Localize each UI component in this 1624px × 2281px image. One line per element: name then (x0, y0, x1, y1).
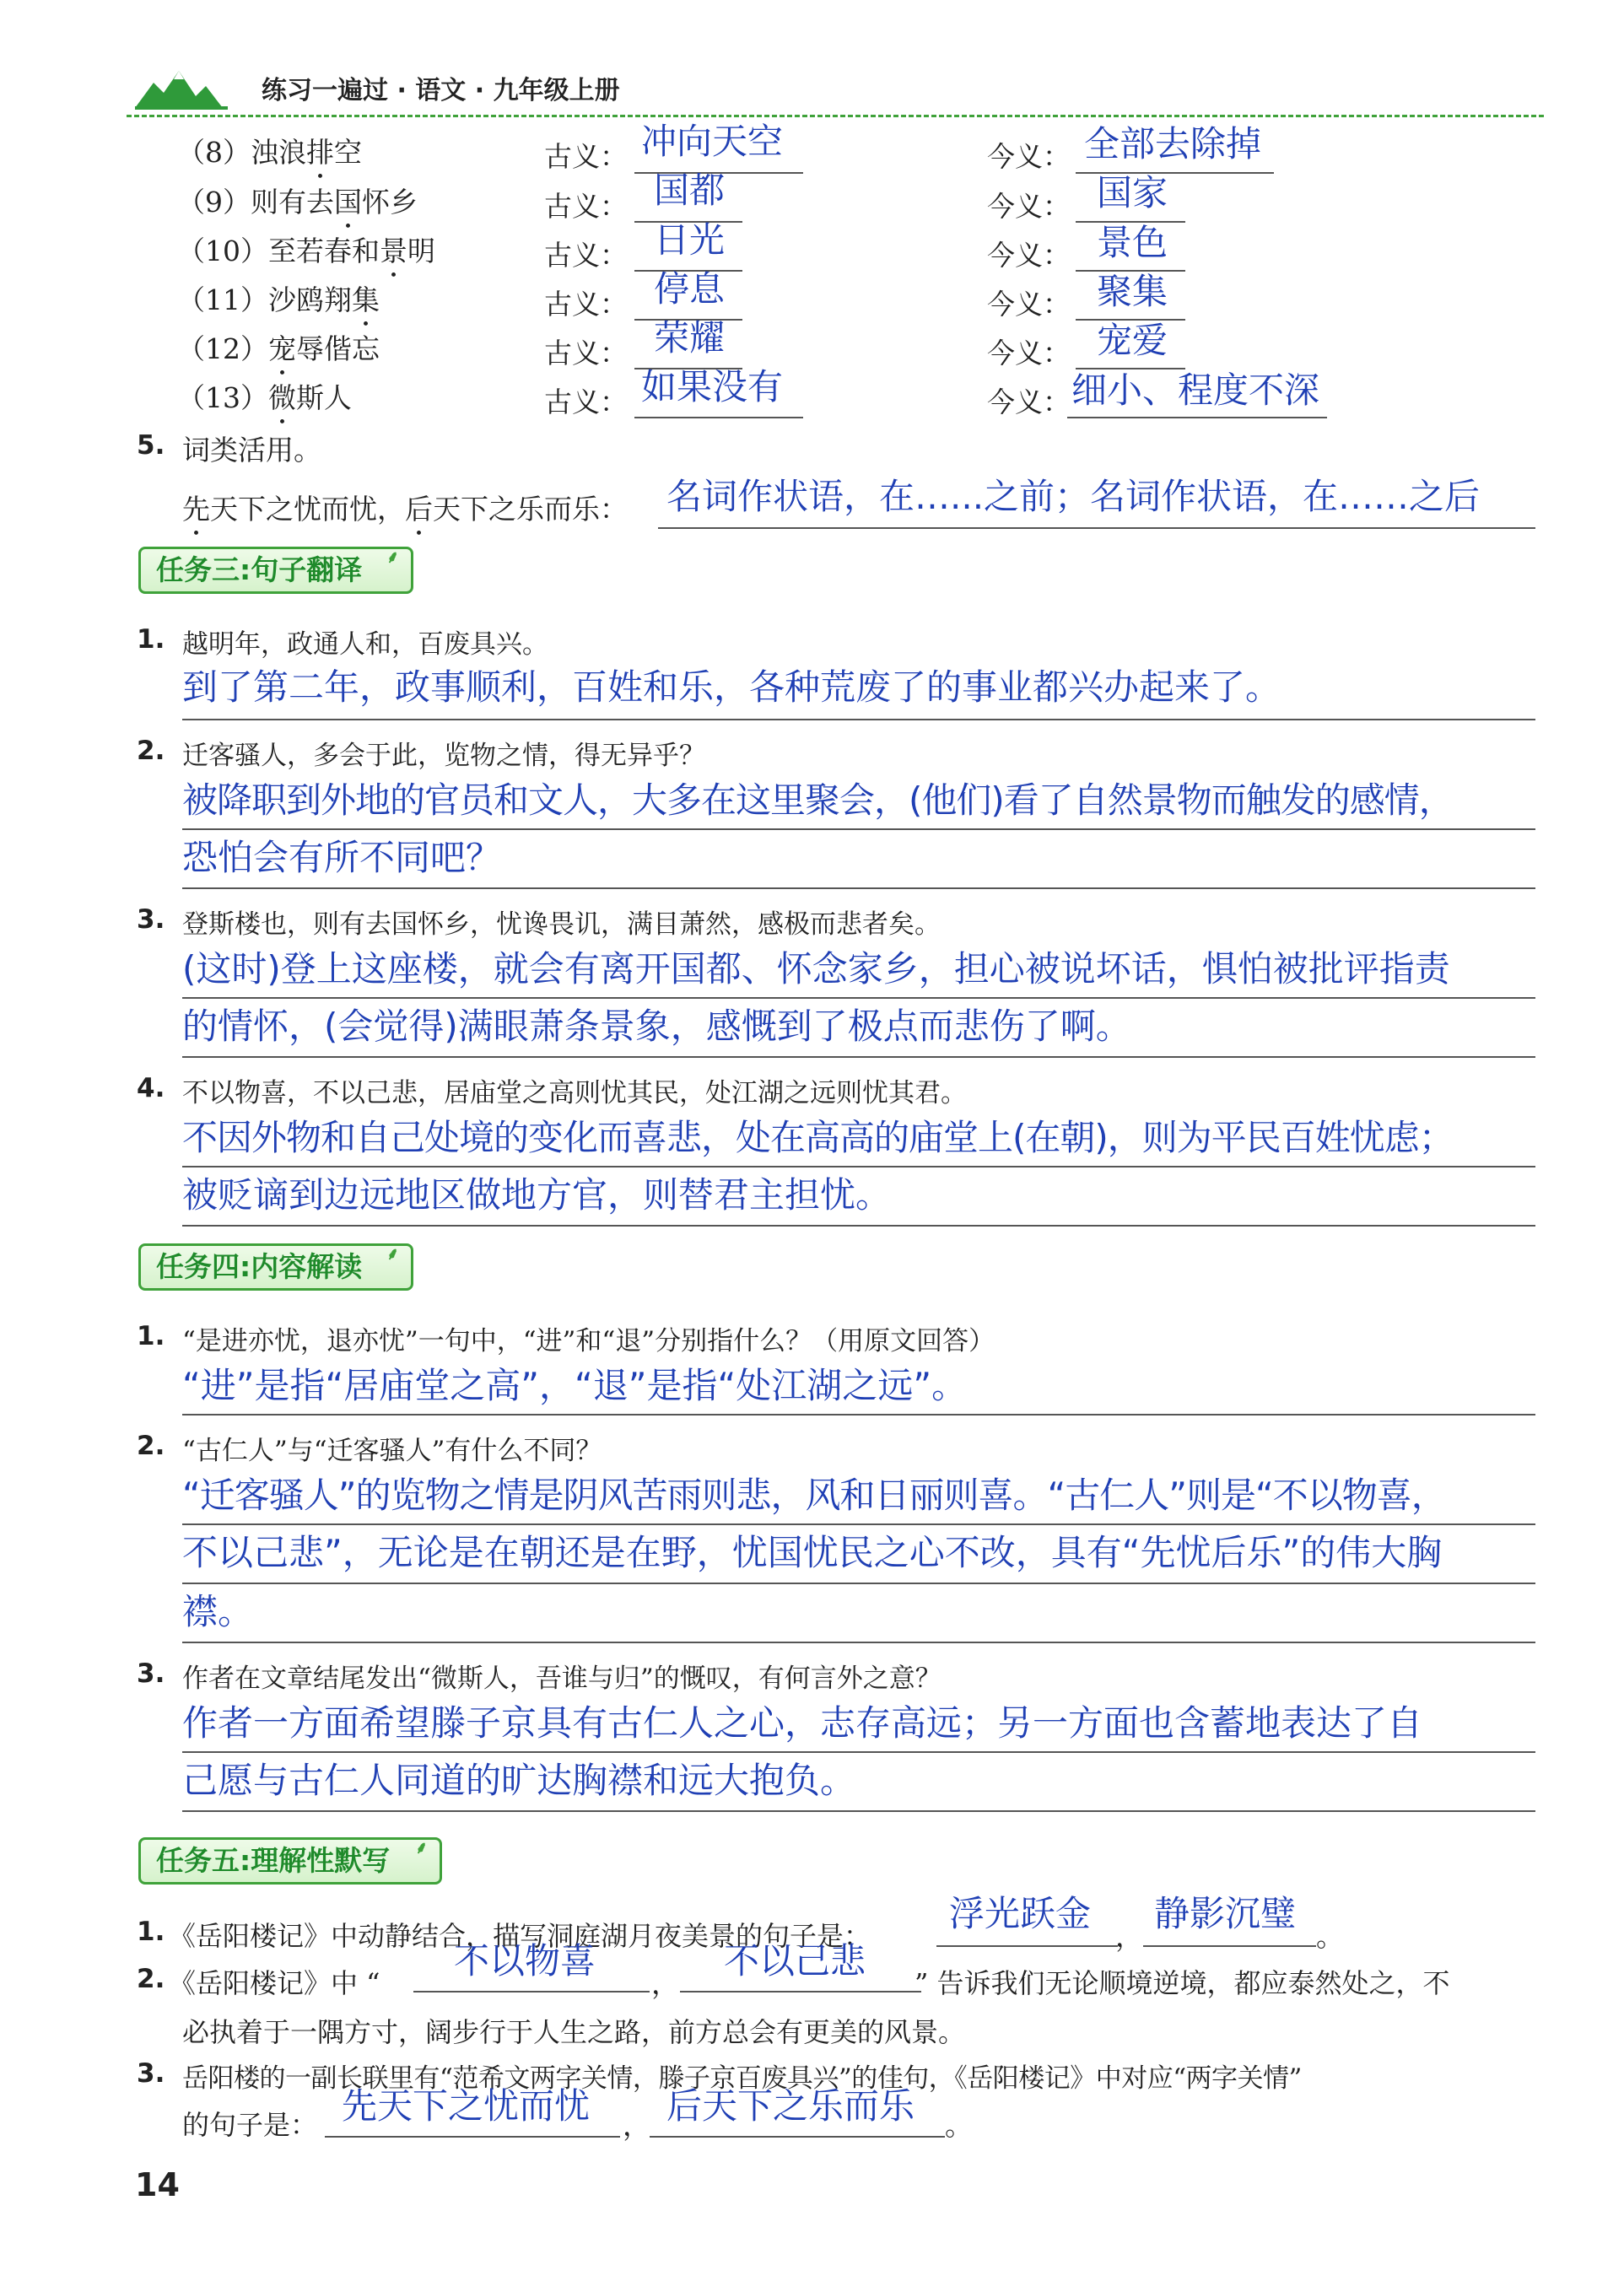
ancient-label: 古义： (544, 140, 628, 173)
task4-q3-answer-line1: 作者一方面希望滕子京具有古仁人之心，志存高远；另一方面也含蓄地表达了自 (182, 1702, 1423, 1744)
vocab-num: （9） (177, 186, 251, 218)
ancient-label: 古义： (544, 288, 628, 321)
vocab-row (177, 327, 380, 382)
vocab-row (177, 181, 418, 235)
q5-answer: 名词作状语，在…...之前；名词作状语，在……之后 (666, 476, 1481, 517)
task3-q4-answer-line1: 不因外物和自己处境的变化而喜悲，处在高高的庙堂上(在朝)，则为平民百姓忧虑； (182, 1117, 1454, 1158)
vocab-num: （10） (177, 235, 268, 267)
task5-q3-answer1: 先天下之忧而忧 (342, 2085, 591, 2127)
ancient-line (634, 417, 803, 418)
task3-q3-number: 3. (137, 904, 165, 935)
task4-q3-question: 作者在文章结尾发出“微斯人，吾谁与归”的慨叹，有何言外之意？ (182, 1664, 941, 1694)
modern-label: 今义： (987, 190, 1071, 223)
task4-q2-answer-line2: 不以己悲”，无论是在朝还是在野，忧国忧民之心不改，具有“先忧后乐”的伟大胸 (182, 1532, 1443, 1573)
answer-line (182, 887, 1535, 889)
header-title: 练习一遍过 · 语文 · 九年级上册 (262, 76, 620, 105)
task3-q1-number: 1. (137, 624, 165, 655)
q5-prompt (182, 488, 628, 542)
task3-q2-question: 迁客骚人，多会于此，览物之情，得无异乎？ (182, 741, 705, 771)
vocab-phrase-pre: 浊浪 (251, 136, 306, 169)
task5-q3-answer2: 后天下之乐而乐 (666, 2085, 915, 2127)
ancient-answer: 日光 (654, 219, 726, 261)
task5-q2-pre: 《岳阳楼记》中 “ (169, 1967, 380, 1999)
task4-badge (138, 1243, 413, 1291)
page-number: 14 (135, 2166, 180, 2203)
task5-q1-end: 。 (1316, 1920, 1344, 1953)
task3-q3-answer-line1: (这时)登上这座楼，就会有离开国都、怀念家乡，担心被说坏话，惧怕被批评指责 (182, 948, 1450, 990)
task4-q1-question: “是进亦忧，退亦忧”一句中，“进”和“退”分别指什么？（用原文回答） (182, 1326, 995, 1356)
vocab-num: （12） (177, 332, 268, 365)
vocab-key-char: 宠 (268, 332, 296, 365)
task3-q1-question: 越明年，政通人和，百废具兴。 (182, 629, 548, 660)
vocab-row (177, 229, 435, 284)
vocab-phrase-post: 明 (407, 235, 435, 267)
task3-q2-answer-line2: 恐怕会有所不同吧？ (182, 837, 502, 878)
vocab-key-char: 景 (380, 235, 407, 267)
ancient-answer: 荣耀 (654, 317, 726, 359)
ancient-answer: 停息 (654, 268, 726, 310)
task4-label: 任务四:内容解读 (156, 1250, 363, 1283)
answer-line (182, 1414, 1535, 1416)
vocab-phrase-post: 斯人 (296, 381, 352, 414)
vocab-row (177, 131, 362, 186)
modern-answer: 聚集 (1097, 271, 1168, 312)
task3-q4-number: 4. (137, 1073, 165, 1103)
grass-icon: ⸙ (386, 547, 399, 567)
answer-line (182, 1225, 1535, 1227)
blank-line (650, 2136, 945, 2138)
task3-q1-answer: 到了第二年，政事顺利，百姓和乐，各种荒废了的事业都兴办起来了。 (182, 666, 1281, 708)
task4-q2-answer-line1: “迁客骚人”的览物之情是阴风苦雨则悲，风和日丽则喜。“古仁人”则是“不以物喜， (182, 1475, 1446, 1516)
task5-q3-line1: 岳阳楼的一副长联里有“范希文两字关情，滕子京百废具兴”的佳句，《岳阳楼记》中对应“两字关情” (182, 2063, 1302, 2094)
modern-answer: 全部去除掉 (1084, 123, 1262, 164)
vocab-num: （11） (177, 283, 268, 316)
ancient-label: 古义： (544, 386, 628, 418)
modern-answer: 宠爱 (1097, 320, 1168, 361)
task3-label: 任务三:句子翻译 (156, 553, 363, 586)
modern-label: 今义： (987, 337, 1071, 369)
modern-answer: 景色 (1097, 222, 1168, 263)
task4-q2-answer-line3: 襟。 (182, 1591, 254, 1632)
q5-prompt-post: 天下之乐而乐： (433, 493, 628, 526)
vocab-key-char: 集 (352, 283, 380, 316)
task5-q3-sep: ， (623, 2109, 650, 2142)
task4-q1-answer: “进”是指“居庙堂之高”，“退”是指“处江湖之远”。 (182, 1365, 968, 1406)
blank-line (413, 1991, 650, 1993)
modern-label: 今义： (987, 288, 1071, 321)
task3-q3-question: 登斯楼也，则有去国怀乡，忧谗畏讥，满目萧然，感极而悲者矣。 (182, 909, 941, 940)
answer-line (182, 1642, 1535, 1643)
q5-key-char-2: 后 (405, 493, 433, 526)
task5-q3-end: 。 (945, 2109, 973, 2142)
task5-q1-number: 1. (137, 1917, 165, 1947)
q5-key-char-1: 先 (182, 493, 210, 526)
ancient-answer: 国都 (654, 170, 726, 211)
mountain-logo-icon (135, 67, 236, 110)
answer-line (182, 719, 1535, 720)
answer-line (182, 1810, 1535, 1812)
ancient-label: 古义： (544, 337, 628, 369)
blank-line (680, 1991, 921, 1993)
vocab-num: （13） (177, 381, 268, 414)
header (135, 59, 1535, 118)
vocab-phrase-pre: 至若春和 (268, 235, 380, 267)
vocab-phrase-pre: 沙鸥翔 (268, 283, 352, 316)
vocab-row (177, 278, 380, 333)
vocab-key-char: 排 (306, 136, 334, 169)
modern-line (1067, 417, 1327, 418)
task3-q2-number: 2. (137, 736, 165, 766)
vocab-phrase-post: 空 (334, 136, 362, 169)
task3-q3-answer-line2: 的情怀，(会觉得)满眼萧条景象，感慨到了极点而悲伤了啊。 (182, 1006, 1131, 1047)
task4-q3-answer-line2: 己愿与古仁人同道的旷达胸襟和远大抱负。 (182, 1760, 856, 1801)
modern-label: 今义： (987, 140, 1071, 173)
task5-q2-line2: 必执着于一隅方寸，阔步行于人生之路，前方总会有更美的风景。 (182, 2016, 966, 2048)
modern-label: 今义： (987, 239, 1071, 272)
answer-line (182, 1056, 1535, 1058)
answer-line (182, 1583, 1535, 1584)
task3-q4-answer-line2: 被贬谪到边远地区做地方官，则替君主担忧。 (182, 1174, 892, 1216)
task5-q2-answer1: 不以物喜 (454, 1940, 596, 1982)
header-dashed-rule (127, 115, 1544, 117)
task5-q2-answer2: 不以己悲 (724, 1940, 866, 1982)
task5-q1-sep: ， (1115, 1920, 1143, 1953)
task3-q4-question: 不以物喜，不以己悲，居庙堂之高则忧其民，处江湖之远则忧其君。 (182, 1078, 967, 1108)
blank-line (936, 1945, 1118, 1947)
ancient-label: 古义： (544, 190, 628, 223)
task4-q2-question: “古仁人”与“迁客骚人”有什么不同？ (182, 1436, 602, 1466)
ancient-label: 古义： (544, 239, 628, 272)
task4-q2-number: 2. (137, 1431, 165, 1461)
task3-q2-answer-line1: 被降职到外地的官员和文人，大多在这里聚会，(他们)看了自然景物而触发的感情， (182, 779, 1454, 821)
q5-title: 词类活用。 (182, 434, 321, 466)
task5-q1-text: 《岳阳楼记》中动静结合，描写洞庭湖月夜美景的句子是： (169, 1920, 871, 1952)
task4-q1-number: 1. (137, 1321, 165, 1351)
task5-q1-answer1: 浮光跃金 (949, 1893, 1092, 1934)
task5-label: 任务五:理解性默写 (156, 1844, 391, 1877)
grass-icon: ⸙ (415, 1837, 428, 1858)
q5-answer-line (658, 527, 1535, 529)
task4-q3-number: 3. (137, 1658, 165, 1689)
vocab-phrase-pre: 则有去 (251, 186, 334, 218)
blank-line (325, 2136, 620, 2138)
task5-q3-number: 3. (137, 2058, 165, 2089)
task3-badge (138, 547, 413, 594)
q5-number: 5. (137, 430, 165, 461)
task5-q3-pre: 的句子是： (182, 2109, 318, 2141)
task5-q2-post: ” 告诉我们无论顺境逆境，都应泰然处之，不 (915, 1967, 1450, 1999)
vocab-num: （8） (177, 136, 251, 169)
vocab-phrase-post: 辱偕忘 (296, 332, 380, 365)
q5-prompt-mid: 天下之忧而忧， (210, 493, 405, 526)
modern-answer: 国家 (1097, 172, 1168, 213)
task5-q2-sep: ， (651, 1967, 679, 2000)
blank-line (1143, 1945, 1316, 1947)
modern-label: 今义： (987, 386, 1071, 418)
vocab-row (177, 376, 352, 431)
vocab-key-char: 国 (334, 186, 362, 218)
task5-q1-answer2: 静影沉璧 (1154, 1893, 1297, 1934)
grass-icon: ⸙ (386, 1243, 399, 1264)
vocab-key-char: 微 (268, 381, 296, 414)
vocab-phrase-post: 怀乡 (362, 186, 418, 218)
ancient-answer: 如果没有 (641, 366, 784, 407)
task5-q2-number: 2. (137, 1964, 165, 1994)
ancient-answer: 冲向天空 (641, 121, 784, 162)
modern-answer: 细小、程度不深 (1071, 369, 1320, 411)
task5-badge (138, 1837, 442, 1885)
